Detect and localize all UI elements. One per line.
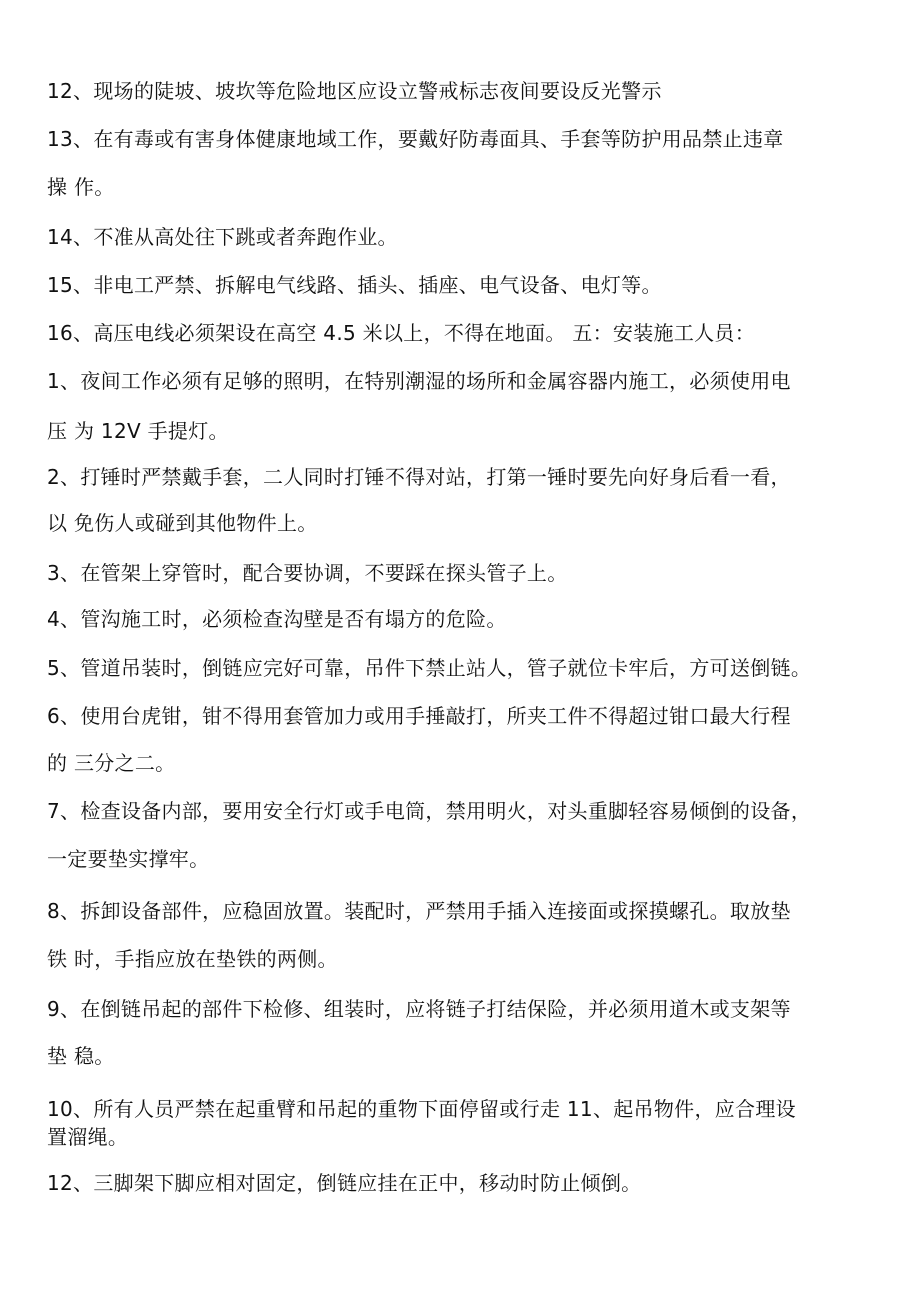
text-line: 13、在有毒或有害身体健康地域工作，要戴好防毒面具、手套等防护用品禁止违章	[47, 127, 784, 151]
text-line: 的 三分之二。	[47, 751, 176, 775]
text-line: 6、使用台虎钳，钳不得用套管加力或用手捶敲打，所夹工件不得超过钳口最大行程	[47, 704, 791, 728]
text-line: 3、在管架上穿管时，配合要协调，不要踩在探头管子上。	[47, 561, 568, 585]
text-line: 14、不准从高处往下跳或者奔跑作业。	[47, 225, 398, 249]
text-line: 垫 稳。	[47, 1044, 115, 1068]
text-line: 压 为 12V 手提灯。	[47, 419, 229, 443]
text-line: 9、在倒链吊起的部件下检修、组装时，应将链子打结保险，并必须用道木或支架等	[47, 997, 791, 1021]
text-line: 10、所有人员严禁在起重臂和吊起的重物下面停留或行走 11、起吊物件，应合理设	[47, 1097, 796, 1121]
text-line: 15、非电工严禁、拆解电气线路、插头、插座、电气设备、电灯等。	[47, 273, 662, 297]
text-line: 置溜绳。	[47, 1125, 129, 1149]
text-line: 12、现场的陡坡、坡坎等危险地区应设立警戒标志夜间要设反光警示	[47, 79, 662, 103]
text-line: 7、检查设备内部，要用安全行灯或手电筒，禁用明火，对头重脚轻容易倾倒的设备，	[47, 799, 812, 823]
text-line: 2、打锤时严禁戴手套，二人同时打锤不得对站，打第一锤时要先向好身后看一看，	[47, 465, 791, 489]
text-line: 12、三脚架下脚应相对固定，倒链应挂在正中，移动时防止倾倒。	[47, 1171, 642, 1195]
text-line: 铁 时，手指应放在垫铁的两侧。	[47, 947, 338, 971]
text-line: 16、高压电线必须架设在高空 4.5 米以上，不得在地面。 五：安装施工人员：	[47, 321, 756, 345]
text-line: 5、管道吊装时，倒链应完好可靠，吊件下禁止站人，管子就位卡牢后，方可送倒链。	[47, 656, 812, 680]
text-line: 1、夜间工作必须有足够的照明，在特别潮湿的场所和金属容器内施工，必须使用电	[47, 369, 791, 393]
text-line: 8、拆卸设备部件，应稳固放置。装配时，严禁用手插入连接面或探摸螺孔。取放垫	[47, 899, 791, 923]
text-line: 4、管沟施工时，必须检查沟壁是否有塌方的危险。	[47, 607, 507, 631]
text-line: 以 免伤人或碰到其他物件上。	[47, 511, 318, 535]
text-line: 操 作。	[47, 175, 115, 199]
text-line: 一定要垫实撑牢。	[47, 847, 210, 871]
